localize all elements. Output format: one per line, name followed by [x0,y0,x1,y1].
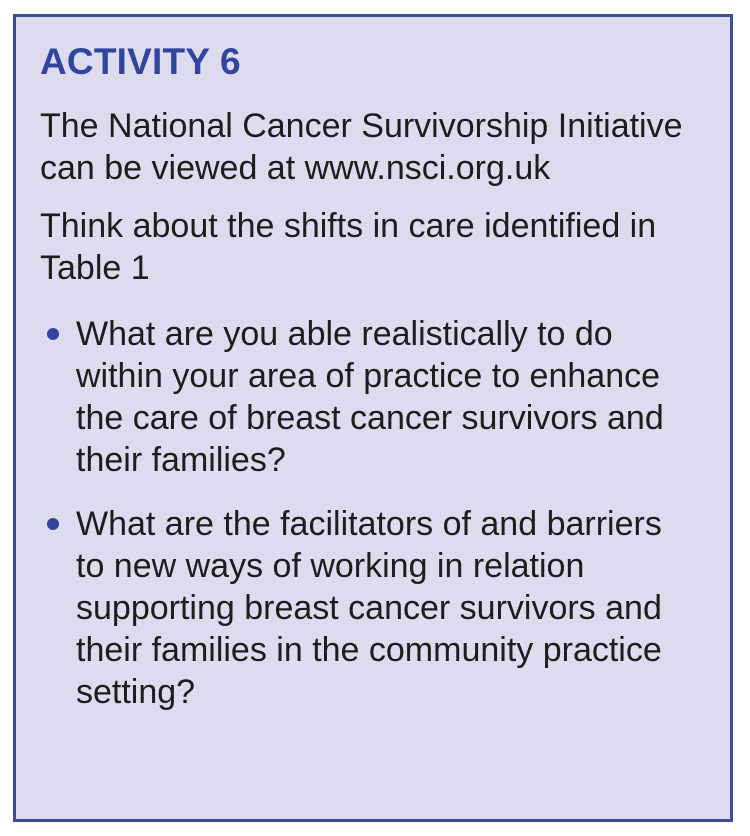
list-item [40,313,696,481]
list-item [40,503,696,713]
activity-prompt: Think about the shifts in care identified in Table 1 [40,206,657,287]
activity-title: ACTIVITY 6 [40,41,241,82]
activity-box [13,14,733,822]
bullet-dot-icon [47,518,59,530]
question-text: What are you able realistically to do within your area of practice to enhance the care of breast cancer survivors and their families? [76,314,664,479]
question-list [40,313,696,713]
question-text: What are the facilitators of and barriers to new ways of working in relation supporting breast cancer survivors and their families in the community practice setting? [76,504,662,711]
activity-intro: The National Cancer Survivorship Initiative can be viewed at www.nsci.org.uk [40,106,683,187]
bullet-dot-icon [47,328,59,340]
